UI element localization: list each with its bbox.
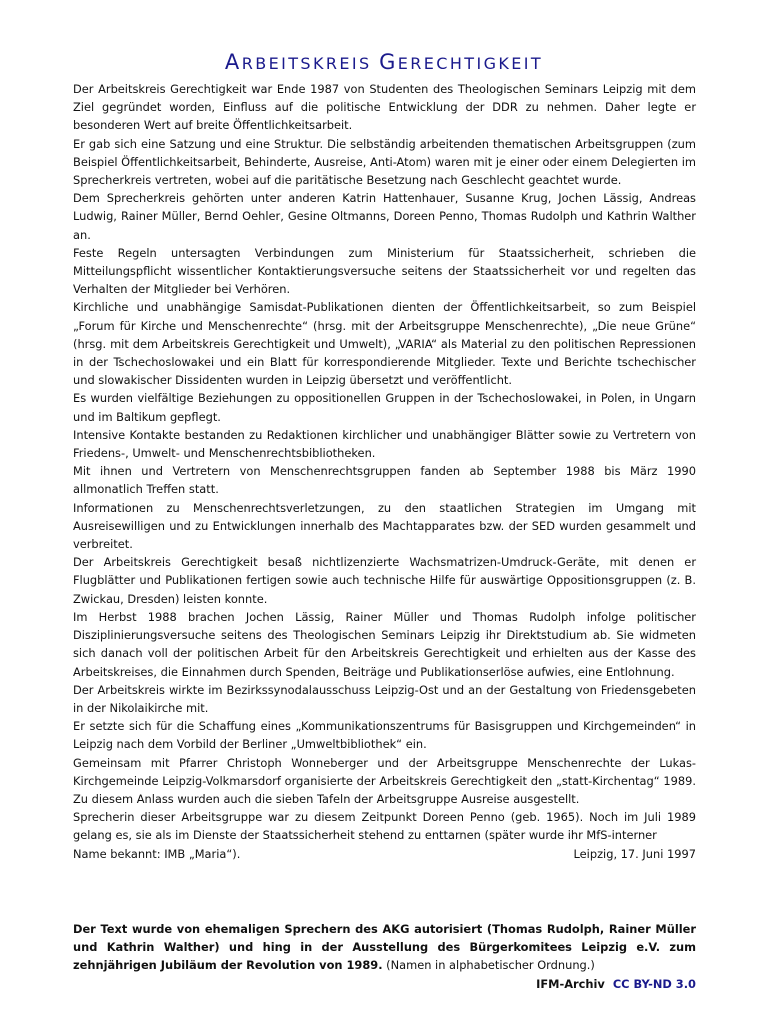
title-rest-2: ERECHTIGKEIT [397, 54, 544, 73]
license-link[interactable]: CC BY-ND 3.0 [612, 976, 696, 991]
title-initial-1: A [224, 50, 242, 74]
paragraph: Sprecherin dieser Arbeitsgruppe war zu diesem Zeitpunkt Doreen Penno (geb. 1965). Noch im Juli 1989 gelang es, sie als im Dienste der Staatssicherheit stehend zu enttarnen (später wurde ihr MfS-interner [73, 810, 696, 843]
place-date: Leipzig, 17. Juni 1997 [573, 846, 696, 861]
document-body [73, 80, 696, 863]
footer-note [73, 920, 696, 993]
paragraph: Dem Sprecherkreis gehörten unter anderen Katrin Hattenhauer, Susanne Krug, Jochen Lässig, Andreas Ludwig, Rainer Müller, Bernd Oehler, Gesine Oltmanns, Doreen Penno, Thomas Rudolph und Kathrin Walther an. [73, 191, 696, 242]
title-rest-1: RBEITSKREIS [241, 54, 372, 73]
footer-bold-text: Der Text wurde von ehemaligen Sprechern des AKG autorisiert (Thomas Rudolph, Rainer Müller und Kathrin Walther) und hing in der Ausstellung des Bürgerkomitees Leipzig e.V. zum zehnjährigen Jubiläum der Revolution von 1989. [73, 922, 696, 973]
paragraph: Er setzte sich für die Schaffung eines „Kommunikationszentrums für Basisgruppen und Kirchgemeinden“ in Leipzig nach dem Vorbild der Berliner „Umweltbibliothek“ ein. [73, 719, 696, 752]
paragraph: Der Arbeitskreis Gerechtigkeit besaß nichtlizenzierte Wachsmatrizen-Umdruck-Geräte, mit denen er Flugblätter und Publikationen fertigen sowie auch technische Hilfe für auswärtige Oppositionsgruppen (z. B. Zwickau, Dresden) leisten konnte. [73, 555, 696, 606]
paragraph: Feste Regeln untersagten Verbindungen zum Ministerium für Staatssicherheit, schrieben die Mitteilungspflicht wissentlicher Kontaktierungsversuche seitens der Staatssicherheit vor und regelten das Verhalten der Mitglieder bei Verhören. [73, 245, 696, 297]
paragraph: Im Herbst 1988 brachen Jochen Lässig, Rainer Müller und Thomas Rudolph infolge politischer Disziplinierungsversuche seitens des Theologischen Seminars Leipzig ihr Direktstudium ab. Sie widmeten sich danach voll der politischen Arbeit für den Arbeitskreis Gerechtigkeit und erhielten aus der Kasse des Arbeitskreises, die Einnahmen durch Spenden, Beiträge und Publikationserlöse aufwies, eine Entlohnung. [73, 609, 696, 679]
paragraph: Der Arbeitskreis Gerechtigkeit war Ende 1987 von Studenten des Theologischen Seminars Leipzig mit dem Ziel gegründet worden, Einfluss auf die politische Entwicklung der DDR zu nehmen. Daher legte er besonderen Wert auf breite Öffentlichkeitsarbeit. [73, 82, 696, 133]
paragraph: Informationen zu Menschenrechtsverletzungen, zu den staatlichen Strategien im Umgang mit Ausreisewilligen und zu Entwicklungen innerhalb des Machtapparates bzw. der SED wurden gesammelt und verbreitet. [73, 500, 696, 552]
paragraph: Es wurden vielfältige Beziehungen zu oppositionellen Gruppen in der Tschechoslowakei, in Polen, in Ungarn und im Baltikum gepflegt. [73, 391, 696, 424]
footer-note-text: (Namen in alphabetischer Ordnung.) [386, 958, 595, 973]
closing-line [73, 845, 696, 863]
page-title [0, 50, 768, 74]
title-initial-2: G [379, 50, 398, 74]
paragraph: Gemeinsam mit Pfarrer Christoph Wonneberger und der Arbeitsgruppe Menschenrechte der Lukas-Kirchgemeinde Leipzig-Volkmarsdorf organisierte der Arbeitskreis Gerechtigkeit den „statt-Kirchentag“ 1989. Zu diesem Anlass wurden auch die sieben Tafeln der Arbeitsgruppe Ausreise ausgestellt. [73, 755, 696, 806]
archive-name: IFM-Archiv [536, 976, 605, 991]
paragraph: Intensive Kontakte bestanden zu Redaktionen kirchlicher und unabhängiger Blätter sowie zu Vertretern von Friedens-, Umwelt- und Menschenrechtsbibliotheken. [73, 427, 696, 461]
credits [536, 975, 696, 993]
paragraph: Kirchliche und unabhängige Samisdat-Publikationen dienten der Öffentlichkeitsarbeit, so zum Beispiel „Forum für Kirche und Menschenrechte“ (hrsg. mit der Arbeitsgruppe Menschenrechte), „Die neue Grüne“ (hrsg. mit dem Arbeitskreis Gerechtigkeit und Umwelt), „VARIA“ als Material zu den politischen Repressionen in der Tschechoslowakei und ein Blatt für korrespondierende Mitglieder. Texte und Berichte tschechischer und slowakischer Dissidenten wurden in Leipzig übersetzt und veröffentlicht. [73, 300, 696, 388]
closing-text: Name bekannt: IMB „Maria“). [73, 846, 241, 861]
paragraph: Mit ihnen und Vertretern von Menschenrechtsgruppen fanden ab September 1988 bis März 1990 allmonatlich Treffen statt. [73, 464, 696, 497]
paragraph: Er gab sich eine Satzung und eine Struktur. Die selbständig arbeitenden thematischen Arbeitsgruppen (zum Beispiel Öffentlichkeitsarbeit, Behinderte, Ausreise, Anti-Atom) waren mit je einer oder einem Delegierten im Sprecherkreis vertreten, wobei auf die paritätische Besetzung nach Geschlecht geachtet wurde. [73, 136, 696, 188]
paragraph: Der Arbeitskreis wirkte im Bezirkssynodalausschuss Leipzig-Ost und an der Gestaltung von Friedensgebeten in der Nikolaikirche mit. [73, 682, 696, 715]
